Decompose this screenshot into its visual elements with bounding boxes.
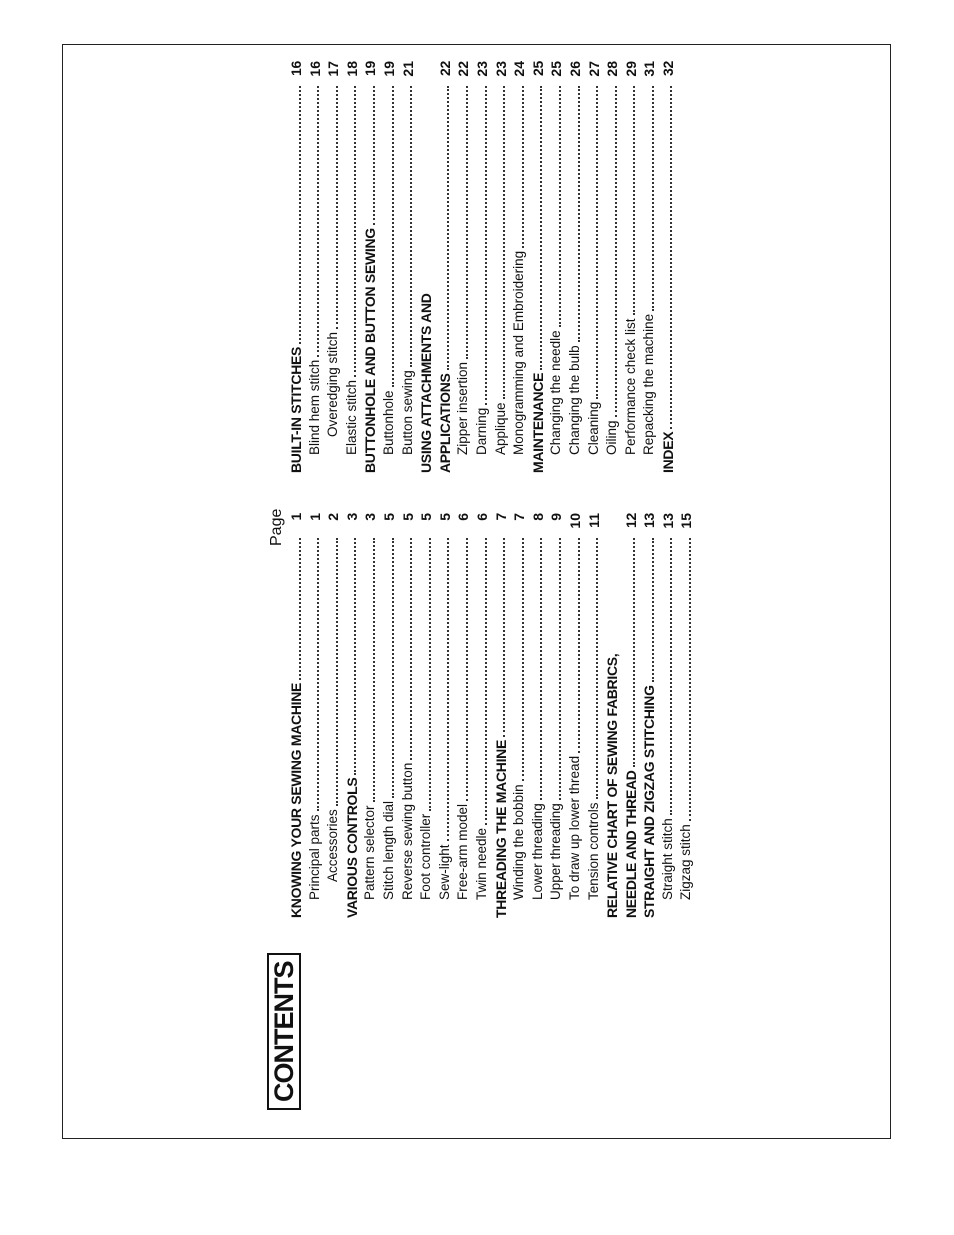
contents-page (265, 58, 695, 1118)
dot-leader (354, 538, 356, 775)
toc-entry (566, 513, 585, 918)
toc-entry (399, 513, 418, 918)
dot-leader (596, 86, 598, 399)
toc-entry-page: 26 (566, 61, 583, 77)
toc-entry (585, 61, 604, 473)
toc-entry-page: 2 (325, 513, 342, 521)
toc-entry (436, 513, 455, 918)
toc-entry (454, 61, 473, 473)
toc-entry-label: Repacking the machine (641, 313, 657, 455)
dot-leader (373, 86, 375, 225)
dot-leader (670, 538, 672, 815)
toc-entry-label: BUTTONHOLE AND BUTTON SEWING (362, 228, 379, 473)
dot-leader (466, 538, 468, 801)
toc-entry-page: 6 (473, 513, 490, 521)
dot-leader (596, 538, 598, 799)
toc-entry-page: 23 (473, 61, 490, 77)
dot-leader (485, 86, 487, 405)
dot-leader (652, 86, 654, 311)
dot-leader (522, 538, 524, 781)
toc-entry-label: Twin needle (473, 827, 489, 900)
dot-leader (336, 86, 338, 329)
dot-leader (633, 538, 635, 767)
toc-entry (659, 513, 678, 918)
toc-entry-label: KNOWING YOUR SEWING MACHINE (288, 682, 304, 918)
toc-entry-page: 16 (306, 61, 323, 77)
toc-entry-page: 19 (362, 61, 379, 76)
dot-leader (503, 538, 505, 737)
toc-entry-label: THREADING THE MACHINE (492, 739, 509, 918)
toc-entry-label: Winding the bobbin (511, 784, 527, 900)
toc-entry (529, 61, 548, 473)
toc-entry-page: 8 (529, 513, 546, 521)
toc-entry (343, 61, 362, 473)
toc-entry-page: 29 (622, 61, 639, 77)
toc-left-column (287, 513, 696, 918)
toc-entry-label: Stitch length dial (380, 800, 396, 900)
dot-leader (540, 86, 542, 370)
page-column-header: Page (268, 508, 285, 546)
toc-entry (417, 513, 436, 918)
toc-entry-page: 11 (585, 513, 602, 528)
toc-entry-page: 28 (604, 61, 621, 77)
toc-entry-label: Reverse sewing button (399, 762, 415, 900)
toc-entry-label: Straight stitch (659, 818, 675, 900)
toc-entry (324, 61, 343, 473)
toc-entry (436, 61, 455, 473)
dot-leader (336, 538, 338, 806)
toc-entry (640, 513, 659, 918)
toc-entry (473, 513, 492, 918)
dot-leader (392, 538, 394, 798)
toc-entry-label: Principal parts (306, 814, 322, 900)
toc-entry (547, 513, 566, 918)
toc-entry-page: 9 (548, 513, 565, 521)
toc-entry (306, 513, 325, 918)
dot-leader (410, 538, 412, 760)
toc-entry-page: 22 (436, 61, 453, 76)
toc-entry (361, 61, 380, 473)
toc-entry-page: 19 (380, 61, 397, 77)
toc-entry-label: Changing the bulb (566, 345, 582, 455)
toc-entry-label: Upper threading (548, 803, 564, 900)
toc-entry-page: 15 (678, 513, 695, 529)
toc-entry-page: 5 (436, 513, 453, 521)
toc-entry-page: 1 (288, 513, 304, 521)
toc-entry (361, 513, 380, 918)
toc-entry-label: Oiling (604, 420, 620, 455)
toc-entry-label: Blind hem stitch (306, 359, 322, 455)
dot-leader (317, 86, 319, 357)
toc-entry (677, 513, 696, 918)
dot-leader (652, 538, 654, 682)
toc-entry (324, 513, 343, 918)
toc-entry-label: NEEDLE AND THREAD (622, 770, 639, 918)
toc-entry-label: Foot controller (418, 813, 434, 900)
toc-entry (547, 61, 566, 473)
toc-entry-page: 13 (659, 513, 676, 529)
toc-entry (510, 513, 529, 918)
dot-leader (317, 538, 319, 811)
toc-entry (566, 61, 585, 473)
toc-entry (659, 61, 678, 473)
toc-entry-label: INDEX (659, 431, 676, 473)
toc-entry-label: Performance check list (622, 318, 638, 455)
toc-entry-label: Cleaning (585, 401, 601, 455)
toc-entry (399, 61, 418, 473)
dot-leader (447, 538, 449, 841)
toc-entry-label: Button sewing (399, 370, 415, 455)
toc-entry-label: Lower threading (529, 803, 545, 900)
dot-leader (447, 86, 449, 370)
toc-entry-page: 27 (585, 61, 602, 77)
toc-entry-label: Accessories (325, 809, 341, 882)
toc-entry (640, 61, 659, 473)
toc-entry-label: APPLICATIONS (436, 373, 453, 473)
toc-entry (510, 61, 529, 473)
toc-entry-label: Zipper insertion (455, 361, 471, 455)
toc-entry-label: STRAIGHT AND ZIGZAG STITCHING (641, 685, 658, 918)
toc-entry-page: 16 (288, 61, 304, 76)
dot-leader (559, 538, 561, 800)
toc-entry (380, 513, 399, 918)
toc-entry (492, 513, 511, 918)
toc-entry-page: 5 (418, 513, 435, 521)
toc-entry-page: 32 (659, 61, 676, 76)
dot-leader (354, 86, 356, 377)
toc-entry (622, 513, 641, 918)
dot-leader (578, 86, 580, 342)
toc-entry (585, 513, 604, 918)
toc-entry (287, 61, 306, 473)
toc-entry-label: Sew-light (436, 844, 452, 900)
toc-entry (492, 61, 511, 473)
dot-leader (540, 538, 542, 800)
dot-leader (373, 538, 375, 802)
toc-entry (454, 513, 473, 918)
toc-entry-page: 5 (380, 513, 397, 521)
dot-leader (689, 538, 691, 821)
toc-entry-label: Free-arm model (455, 803, 471, 900)
dot-leader (429, 538, 431, 811)
toc-entry-label: Buttonhole (380, 390, 396, 455)
toc-entry-page: 7 (511, 513, 528, 521)
toc-entry-page: 31 (641, 61, 658, 77)
toc-entry (417, 61, 436, 473)
toc-entry-page: 6 (455, 513, 472, 521)
dot-leader (466, 86, 468, 359)
toc-entry-page: 18 (343, 61, 360, 77)
toc-entry-label: Applique (492, 402, 508, 455)
toc-entry-page: 7 (492, 513, 509, 521)
dot-leader (410, 86, 412, 367)
toc-entry-label: Pattern selector (362, 805, 378, 900)
toc-entry-label: MAINTENANCE (529, 372, 546, 473)
dot-leader (615, 86, 617, 417)
dot-leader (503, 86, 505, 399)
dot-leader (670, 86, 672, 429)
toc-entry (343, 513, 362, 918)
toc-entry (287, 513, 306, 918)
dot-leader (485, 538, 487, 825)
toc-entry-page: 24 (511, 61, 528, 77)
toc-entry-label: Darning (473, 407, 489, 455)
toc-entry-page: 10 (566, 513, 583, 529)
toc-entry-label: BUILT-IN STITCHES (288, 346, 304, 473)
toc-entry-page: 13 (641, 513, 658, 528)
toc-entry-label: USING ATTACHMENTS AND (418, 293, 435, 473)
toc-entry-label: Zigzag stitch (678, 824, 694, 900)
toc-entry-page: 3 (362, 513, 379, 521)
contents-title: CONTENTS (267, 954, 301, 1111)
toc-entry-page: 5 (399, 513, 416, 521)
toc-entry-label: To draw up lower thread (566, 755, 582, 900)
toc-entry (622, 61, 641, 473)
toc-entry-label: VARIOUS CONTROLS (343, 777, 360, 918)
toc-entry (529, 513, 548, 918)
toc-entry-page: 25 (548, 61, 565, 77)
dot-leader (299, 538, 301, 680)
dot-leader (392, 86, 394, 387)
toc-entry-label: Monogramming and Embroidering (511, 250, 527, 455)
dot-leader (633, 86, 635, 315)
toc-entry-page: 23 (492, 61, 509, 77)
toc-entry-label: Tension controls (585, 802, 601, 900)
toc-entry-page: 22 (455, 61, 472, 77)
toc-entry-label: RELATIVE CHART OF SEWING FABRICS, (604, 653, 621, 918)
toc-entry-label: Overedging stitch (325, 331, 341, 437)
toc-entry-page: 12 (622, 513, 639, 528)
toc-entry (380, 61, 399, 473)
toc-entry-page: 1 (306, 513, 323, 521)
toc-right-column (287, 61, 677, 473)
toc-entry-page: 21 (399, 61, 416, 77)
toc-entry-label: Changing the needle (548, 330, 564, 455)
toc-entry-page: 25 (529, 61, 546, 76)
dot-leader (559, 86, 561, 327)
dot-leader (578, 538, 580, 753)
toc-entry (306, 61, 325, 473)
dot-leader (522, 86, 524, 248)
toc-entry (473, 61, 492, 473)
toc-entry-label: Elastic stitch (343, 379, 359, 455)
toc-entry-page: 3 (343, 513, 360, 521)
toc-entry (603, 61, 622, 473)
toc-entry (603, 513, 622, 918)
dot-leader (299, 86, 301, 344)
toc-entry-page: 17 (325, 61, 342, 77)
